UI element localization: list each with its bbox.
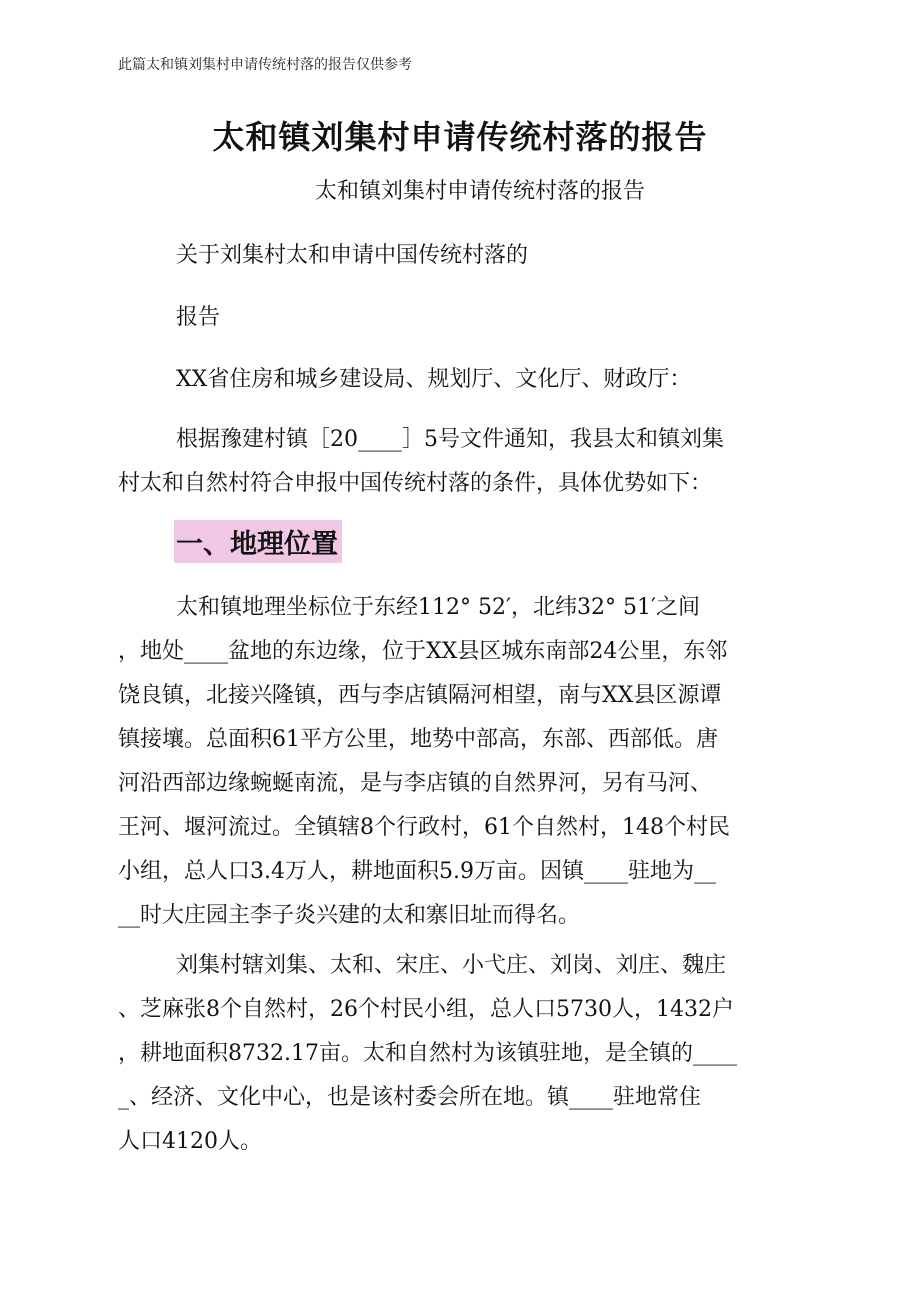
geo-paragraph xyxy=(118,586,808,938)
intro-line: 根据豫建村镇［20____］5号文件通知，我县太和镇刘集 xyxy=(176,427,724,452)
section-heading-location: 一、地理位置 xyxy=(174,520,342,563)
geo-line: 镇接壤。总面积61平方公里，地势中部高，东部、西部低。唐 xyxy=(118,727,718,752)
village-line: 刘集村辖刘集、太和、宋庄、小弋庄、刘岗、刘庄、魏庄 xyxy=(176,953,727,978)
header-note: 此篇太和镇刘集村申请传统村落的报告仅供参考 xyxy=(118,57,412,73)
village-line: 、芝麻张8个自然村，26个村民小组，总人口5730人，1432户 xyxy=(118,997,734,1022)
village-line: 人口4120人。 xyxy=(118,1129,262,1154)
village-line: _、经济、文化中心，也是该村委会所在地。镇____驻地常住 xyxy=(118,1085,702,1110)
addressee: XX省住房和城乡建设局、规划厅、文化厅、财政厅： xyxy=(176,367,692,392)
village-paragraph xyxy=(118,944,808,1164)
intro-paragraph xyxy=(118,418,808,506)
document-title: 太和镇刘集村申请传统村落的报告 xyxy=(212,118,708,156)
geo-line: 饶良镇，北接兴隆镇，西与李店镇隔河相望，南与XX县区源谭 xyxy=(118,683,722,708)
geo-line: 小组，总人口3.4万人，耕地面积5.9万亩。因镇____驻地为__ xyxy=(118,859,716,884)
geo-line: 太和镇地理坐标位于东经112° 52′，北纬32° 51′之间 xyxy=(176,595,700,620)
about-line-2: 报告 xyxy=(176,305,221,330)
geo-line: __时大庄园主李子炎兴建的太和寨旧址而得名。 xyxy=(118,903,581,928)
geo-line: ，地处____盆地的东边缘，位于XX县区城东南部24公里，东邻 xyxy=(118,639,728,664)
about-line-1: 关于刘集村太和申请中国传统村落的 xyxy=(176,243,529,268)
geo-line: 王河、堰河流过。全镇辖8个行政村，61个自然村，148个村民 xyxy=(118,815,730,840)
village-line: ，耕地面积8732.17亩。太和自然村为该镇驻地，是全镇的____ xyxy=(118,1041,737,1066)
document-subtitle: 太和镇刘集村申请传统村落的报告 xyxy=(314,179,645,204)
geo-line: 河沿西部边缘蜿蜒南流，是与李店镇的自然界河，另有马河、 xyxy=(118,771,713,796)
intro-line: 村太和自然村符合申报中国传统村落的条件，具体优势如下： xyxy=(118,471,713,496)
